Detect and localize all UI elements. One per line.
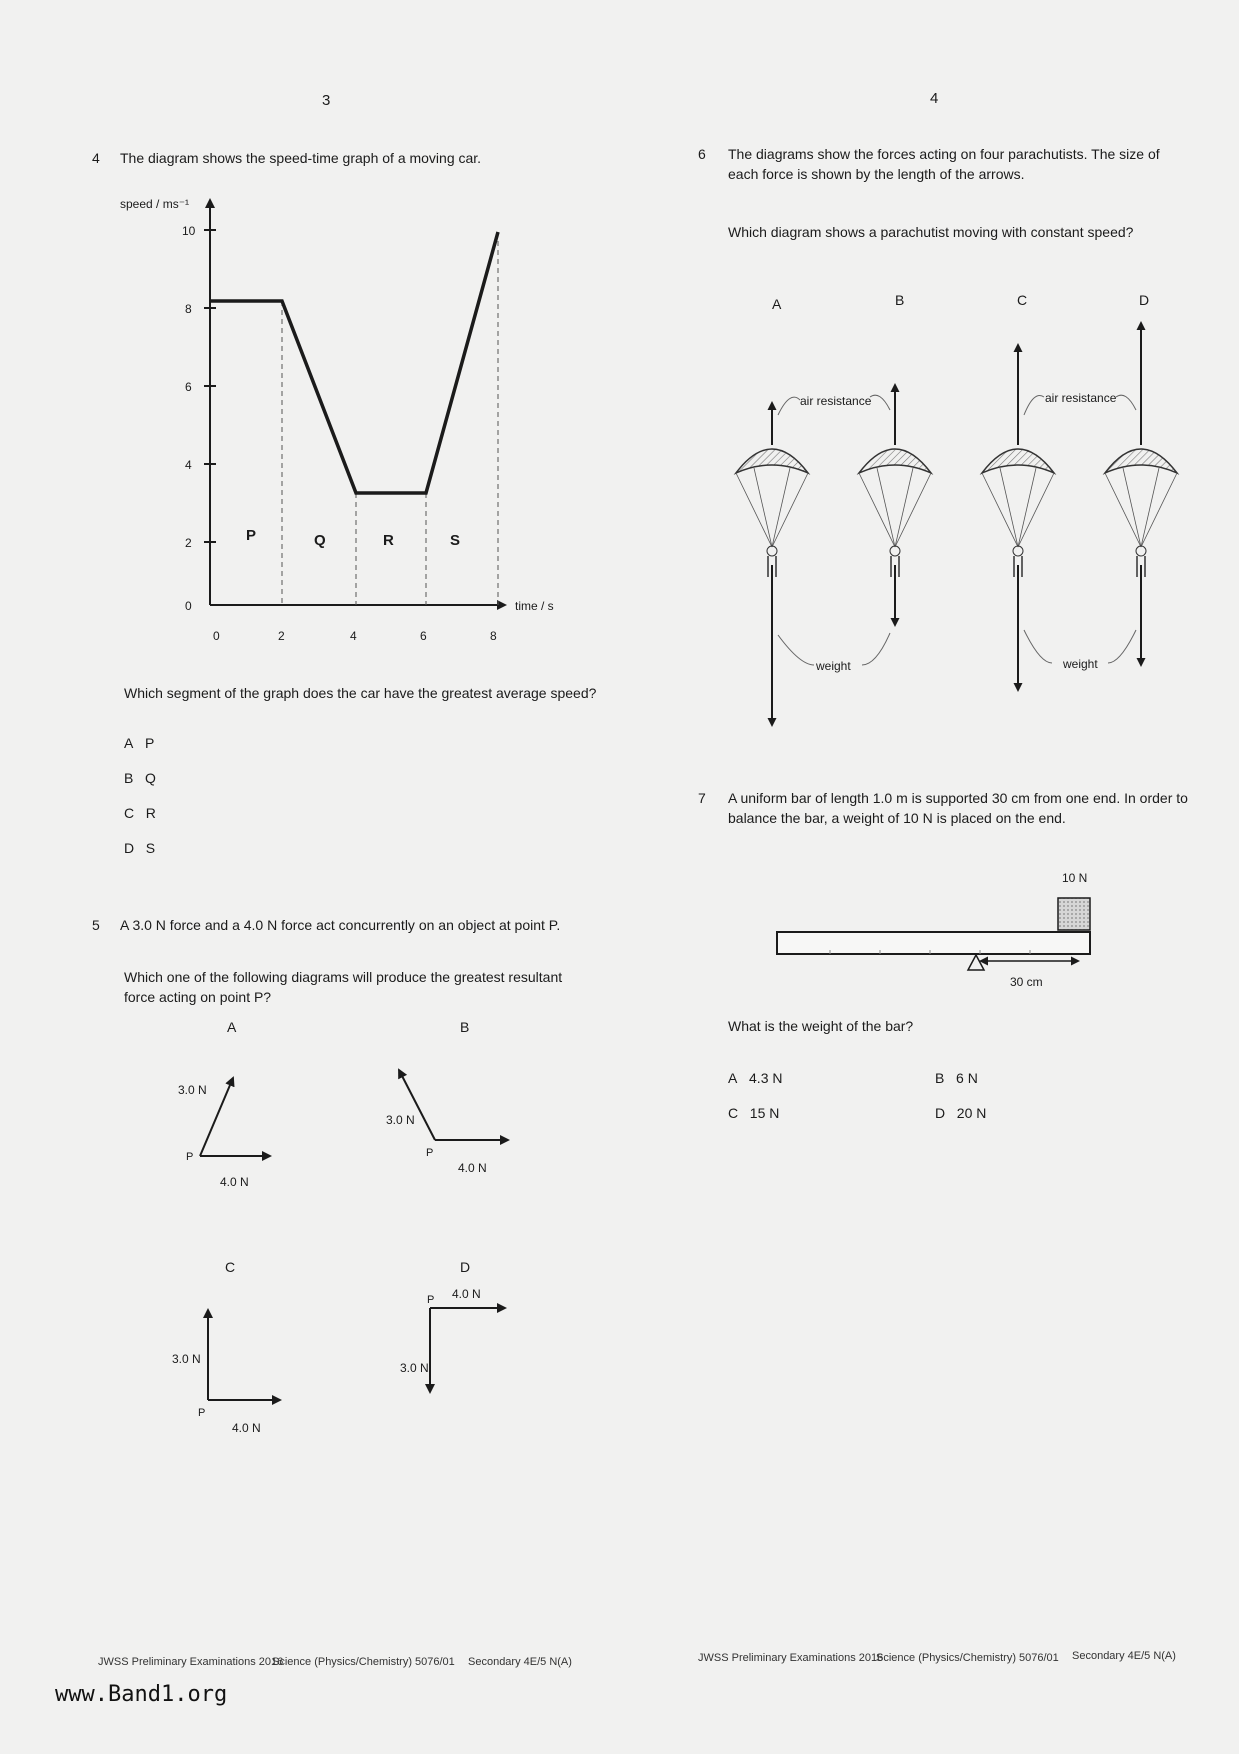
left-footer-subject: Science (Physics/Chemistry) 5076/01	[272, 1656, 455, 1668]
page-number-left: 3	[322, 92, 331, 109]
q7-option-a: A 4.3 N	[728, 1070, 783, 1086]
x-tick-label: 6	[420, 629, 427, 643]
q7-option-c: C 15 N	[728, 1105, 780, 1121]
q6-text: The diagrams show the forces acting on four parachutists. The size of each force is shown by the length of the arrows.	[728, 146, 1160, 182]
diagram-c-label-4n: 4.0 N	[232, 1421, 261, 1435]
q7-option-b: B 6 N	[935, 1070, 978, 1086]
diagram-d-letter: D	[460, 1259, 471, 1275]
y-tick-label: 6	[185, 380, 192, 394]
y-tick-label: 10	[182, 224, 196, 238]
q7-text: A uniform bar of length 1.0 m is supported 30 cm from one end. In order to balance the bar, a weight of 10 N is placed on the end.	[728, 790, 1188, 826]
diagram-a-point: P	[186, 1151, 194, 1163]
q4-option-d: D S	[124, 840, 156, 856]
diagram-d-point: P	[427, 1294, 435, 1306]
q7-option-d: D 20 N	[935, 1105, 987, 1121]
q4-number: 4	[92, 150, 100, 166]
diagram-a-label-3n: 3.0 N	[178, 1083, 207, 1097]
right-footer-level: Secondary 4E/5 N(A)	[1072, 1650, 1176, 1662]
q6-number: 6	[698, 146, 706, 162]
y-axis-label: speed / ms⁻¹	[120, 197, 190, 211]
pivot-icon	[968, 955, 984, 970]
x-tick-label: 2	[278, 629, 285, 643]
label-air-resistance-ab: air resistance	[800, 394, 872, 408]
q5-text: A 3.0 N force and a 4.0 N force act concurrently on an object at point P.	[120, 917, 561, 933]
diagram-c-letter: C	[225, 1259, 236, 1275]
q4-option-b: B Q	[124, 770, 156, 786]
q4-option-c: C R	[124, 805, 156, 821]
watermark: www.Band1.org	[55, 1682, 228, 1707]
x-tick-label: 0	[213, 629, 220, 643]
speed-time-line	[210, 232, 498, 493]
diagram-c-point: P	[198, 1407, 206, 1419]
y-tick-label: 0	[185, 599, 192, 613]
page-number-right: 4	[930, 90, 939, 107]
right-footer-exam: JWSS Preliminary Examinations 2016	[698, 1652, 884, 1664]
weight-block	[1058, 898, 1090, 930]
parachutist-d	[1105, 323, 1177, 665]
x-axis-label: time / s	[515, 599, 554, 613]
diagram-b-label-4n: 4.0 N	[458, 1161, 487, 1175]
y-tick-label: 4	[185, 458, 192, 472]
x-tick-label: 4	[350, 629, 357, 643]
label-weight-cd: weight	[1063, 657, 1098, 671]
segment-label-s: S	[450, 532, 461, 549]
q4-question: Which segment of the graph does the car have the greatest average speed?	[124, 685, 597, 701]
label-weight-ab: weight	[816, 659, 851, 673]
diagram-b-letter: B	[460, 1019, 470, 1035]
q4-text: The diagram shows the speed-time graph of a moving car.	[120, 150, 482, 166]
q6-option-d[interactable]: D	[1139, 292, 1150, 308]
speed-time-graph	[110, 180, 570, 650]
uniform-bar	[777, 932, 1090, 954]
left-footer-level: Secondary 4E/5 N(A)	[468, 1656, 572, 1668]
x-tick-label: 8	[490, 629, 497, 643]
label-air-resistance-cd: air resistance	[1045, 391, 1117, 405]
diagram-d-label-4n: 4.0 N	[452, 1287, 481, 1301]
force-diagrams	[150, 1010, 550, 1440]
weight-label-10n: 10 N	[1062, 871, 1088, 885]
diagram-b-force-3n	[399, 1070, 435, 1140]
segment-label-p: P	[246, 527, 257, 544]
diagram-a-letter: A	[227, 1019, 237, 1035]
right-footer-subject: Science (Physics/Chemistry) 5076/01	[876, 1652, 1059, 1664]
diagram-d-label-3n: 3.0 N	[400, 1361, 429, 1375]
diagram-b-label-3n: 3.0 N	[386, 1113, 415, 1127]
diagram-b-point: P	[426, 1147, 434, 1159]
q7-question: What is the weight of the bar?	[728, 1018, 914, 1034]
q7-number: 7	[698, 790, 706, 806]
q6-question: Which diagram shows a parachutist moving with constant speed?	[728, 224, 1134, 240]
q5-number: 5	[92, 917, 100, 933]
q6-option-a[interactable]: A	[772, 296, 782, 312]
diagram-c-label-3n: 3.0 N	[172, 1352, 201, 1366]
parachutist-diagrams	[720, 285, 1200, 735]
balance-bar-diagram	[770, 860, 1100, 1005]
segment-label-q: Q	[314, 532, 326, 549]
q6-option-b[interactable]: B	[895, 292, 905, 308]
distance-label-30cm: 30 cm	[1010, 975, 1043, 989]
parachutist-a	[736, 403, 808, 725]
q6-option-c[interactable]: C	[1017, 292, 1028, 308]
q4-option-a: A P	[124, 735, 155, 751]
parachutist-b	[859, 385, 931, 625]
q5-question: Which one of the following diagrams will produce the greatest resultant force acting on point P?	[124, 969, 563, 1005]
y-tick-label: 2	[185, 536, 192, 550]
diagram-a-label-4n: 4.0 N	[220, 1175, 249, 1189]
y-tick-label: 8	[185, 302, 192, 316]
left-footer-exam: JWSS Preliminary Examinations 2016	[98, 1656, 284, 1668]
segment-label-r: R	[383, 532, 394, 549]
